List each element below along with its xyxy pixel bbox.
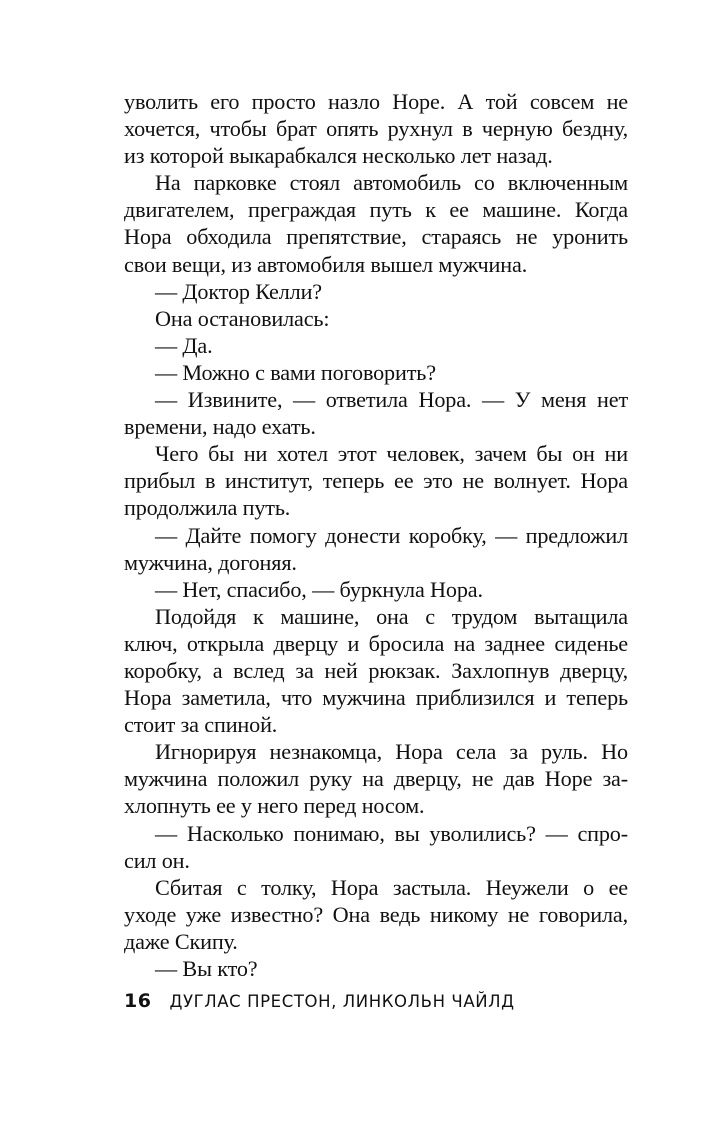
text-line: — Насколько понимаю, вы уволились? — спро- <box>155 820 628 846</box>
text-line: Сбитая с толку, Нора застыла. Неужели о ее <box>155 874 628 900</box>
text-line: — Извините, — ответила Нора. — У меня нет <box>155 387 628 413</box>
text-line: прибыл в институт, теперь ее это не волнует. Нора <box>124 468 628 494</box>
text-line: — Нет, спасибо, — буркнула Нора. <box>155 576 483 602</box>
page-footer <box>124 990 515 1020</box>
page-number: 16 <box>124 990 152 1012</box>
running-head: ДУГЛАС ПРЕСТОН, ЛИНКОЛЬН ЧАЙЛД <box>169 992 515 1011</box>
text-line: мужчина положил руку на дверцу, не дав Норе за- <box>124 766 628 792</box>
text-line: даже Скипу. <box>124 928 238 954</box>
text-line: стоит за спиной. <box>124 712 278 738</box>
text-line: ключ, открыла дверцу и бросила на заднее сиденье <box>124 630 628 656</box>
text-line: двигателем, преграждая путь к ее машине. Когда <box>124 197 628 223</box>
text-line: хочется, чтобы брат опять рухнул в черную бездну, <box>124 116 628 142</box>
text-line: Подойдя к машине, она с трудом вытащила <box>155 603 628 629</box>
text-line: Нора заметила, что мужчина приблизился и теперь <box>124 685 628 711</box>
text-line: из которой выкарабкался несколько лет назад. <box>124 143 553 169</box>
text-line: уволить его просто назло Норе. А той совсем не <box>124 89 628 114</box>
text-line: Нора обходила препятствие, стараясь не уронить <box>124 224 628 250</box>
body-text <box>124 88 628 982</box>
text-line: уходе уже известно? Она ведь никому не говорила, <box>124 901 628 927</box>
text-line: — Можно с вами поговорить? <box>155 359 436 385</box>
text-line: — Доктор Келли? <box>155 278 323 304</box>
text-line: На парковке стоял автомобиль со включенным <box>155 170 628 196</box>
text-line: времени, надо ехать. <box>124 414 316 440</box>
text-line: Игнорируя незнакомца, Нора села за руль. Но <box>155 739 628 765</box>
text-line: продолжила путь. <box>124 495 291 521</box>
text-line: Она остановилась: <box>155 305 330 331</box>
text-line: хлопнуть ее у него перед носом. <box>124 793 425 819</box>
text-line: свои вещи, из автомобиля вышел мужчина. <box>124 251 528 277</box>
text-line: коробку, а вслед за ней рюкзак. Захлопнув дверцу, <box>124 657 628 683</box>
text-line: — Вы кто? <box>155 956 258 981</box>
text-line: мужчина, догоняя. <box>124 549 297 575</box>
text-line: — Да. <box>155 332 213 358</box>
text-line: сил он. <box>124 847 190 873</box>
text-line: Чего бы ни хотел этот человек, зачем бы он ни <box>155 441 628 467</box>
text-line: — Дайте помогу донести коробку, — предложил <box>155 522 628 548</box>
